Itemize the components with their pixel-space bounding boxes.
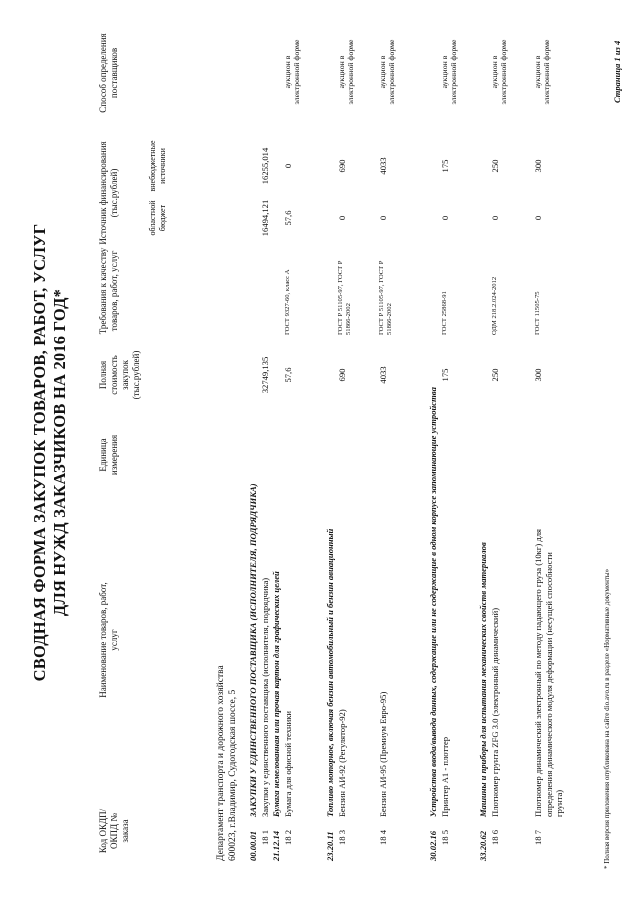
row-name: Плотномер динамический электронный по методу падающего груза (10кг) для определения динамического модуля деформации (несущей способности грунта) <box>533 529 564 817</box>
row-method: аукцион в электронной форме <box>440 39 458 105</box>
row-offbudget: 300 <box>533 159 543 173</box>
row-method: аукцион в электронной форме <box>337 39 355 105</box>
section-code: 21.12.14 <box>271 830 281 861</box>
section-title: Бумага немелованная или прочая картон для графических целей <box>271 571 281 817</box>
row-method: аукцион в электронной форме <box>283 39 301 105</box>
row-method: аукцион в электронной форме <box>490 39 508 105</box>
row-requirements: ГОСТ Р 51105-97, ГОСТ Р 51866-2002 <box>337 260 353 335</box>
row-number: 18 7 <box>533 829 543 845</box>
row-offbudget: 0 <box>283 163 293 169</box>
section-title: Устройства ввода/вывода данных, содержащие или не содержащие в одном корпусе запоминающие устройства <box>428 387 438 817</box>
row-name: Бумага для офисной техники <box>283 711 293 817</box>
row-offbudget: 4033 <box>378 157 388 175</box>
row-number: 18 2 <box>283 829 293 845</box>
row-cost: 32749,135 <box>260 356 270 394</box>
row-offbudget: 175 <box>440 159 450 173</box>
row-name: Принтер А1 - плоттер <box>440 736 450 817</box>
row-regional: 0 <box>490 215 500 221</box>
row-number: 18 4 <box>378 829 388 845</box>
footnote: * Полная версия приложения опубликована на сайте dio.avo.ru в разделе «Нормативные документы» <box>603 568 611 869</box>
row-cost: 300 <box>533 368 543 382</box>
row-name: Закупки у единственного поставщика (исполнителя, подрядчика) <box>260 577 270 817</box>
department-address: 600023, г.Владимир, Судогодская шоссе, 5 <box>228 689 238 861</box>
row-number: 18 6 <box>490 829 500 845</box>
row-requirements: ГОСТ 25868-91 <box>441 291 448 335</box>
row-regional: 0 <box>533 215 543 221</box>
row-cost: 250 <box>490 368 500 382</box>
row-requirements: ГОСТ Р 51105-97, ГОСТ Р 51866-2002 <box>378 260 394 335</box>
header-code: Код ОКДП/ ОКПД № заказа <box>98 808 130 854</box>
document-title-line2: ДЛЯ НУЖД ЗАКАЗЧИКОВ НА 2016 ГОД* <box>50 288 69 617</box>
row-cost: 57,6 <box>283 367 293 383</box>
row-regional: 57,6 <box>283 210 293 226</box>
row-regional: 0 <box>337 215 347 221</box>
header-source-regional: областной бюджет <box>148 200 167 236</box>
section-title: ЗАКУПКИ У ЕДИНСТВЕННОГО ПОСТАВЩИКА (ИСПОЛНИТЕЛЯ, ПОДРЯДЧИКА) <box>248 483 258 817</box>
document-title-line1: СВОДНАЯ ФОРМА ЗАКУПОК ТОВАРОВ, РАБОТ, УСЛУГ <box>30 223 49 682</box>
row-offbudget: 16255,014 <box>260 147 270 185</box>
header-source: Источник финансирования (тыс.рублей) <box>98 141 119 245</box>
row-name: Бензин АИ-95 (Премиум Евро-95) <box>378 691 388 817</box>
row-number: 18 3 <box>337 829 347 845</box>
section-code: 30.02.16 <box>428 830 438 861</box>
row-cost: 175 <box>440 368 450 382</box>
row-offbudget: 250 <box>490 159 500 173</box>
row-requirements: ГОСТ 9327-60, класс А <box>284 269 291 335</box>
row-number: 18 1 <box>260 829 270 845</box>
header-requirements: Требования к качеству товаров, работ, услуг <box>98 247 119 335</box>
header-method: Способ определения поставщиков <box>98 33 119 113</box>
row-number: 18 5 <box>440 829 450 845</box>
row-method: аукцион в электронной форме <box>533 39 551 105</box>
section-title: Топливо моторное, включая бензин автомобильный и бензин авиационный <box>325 528 335 817</box>
header-cost: Полная стоимость закупок (тыс.рублей) <box>98 350 141 400</box>
header-unit: Единица измерения <box>98 434 119 476</box>
header-source-offbudget: внебюджетные источники <box>148 140 167 192</box>
department-name: Департамент транспорта и дорожного хозяйства <box>216 665 226 861</box>
section-code: 00.00.01 <box>248 830 258 861</box>
row-cost: 4033 <box>378 366 388 384</box>
section-code: 23.20.11 <box>325 831 335 861</box>
section-code: 33.20.62 <box>478 830 488 861</box>
row-regional: 0 <box>440 215 450 221</box>
section-title: Машины и приборы для испытания механических свойств материалов <box>478 542 488 817</box>
row-requirements: ГОСТ 11505-75 <box>534 291 541 335</box>
page-number: Страница 1 из 4 <box>612 40 622 103</box>
row-requirements: ОДМ 218.2.024-2012 <box>491 276 498 335</box>
row-regional: 16494,121 <box>260 199 270 237</box>
row-name: Плотномер грунта ZFG 3.0 (электронный динамический) <box>490 607 500 817</box>
row-offbudget: 690 <box>337 159 347 173</box>
row-name: Бензин АИ-92 (Регулятор-92) <box>337 709 347 817</box>
row-method: аукцион в электронной форме <box>378 39 396 105</box>
row-regional: 0 <box>378 215 388 221</box>
header-name: Наименование товаров, работ, услуг <box>98 582 119 698</box>
row-cost: 690 <box>337 368 347 382</box>
